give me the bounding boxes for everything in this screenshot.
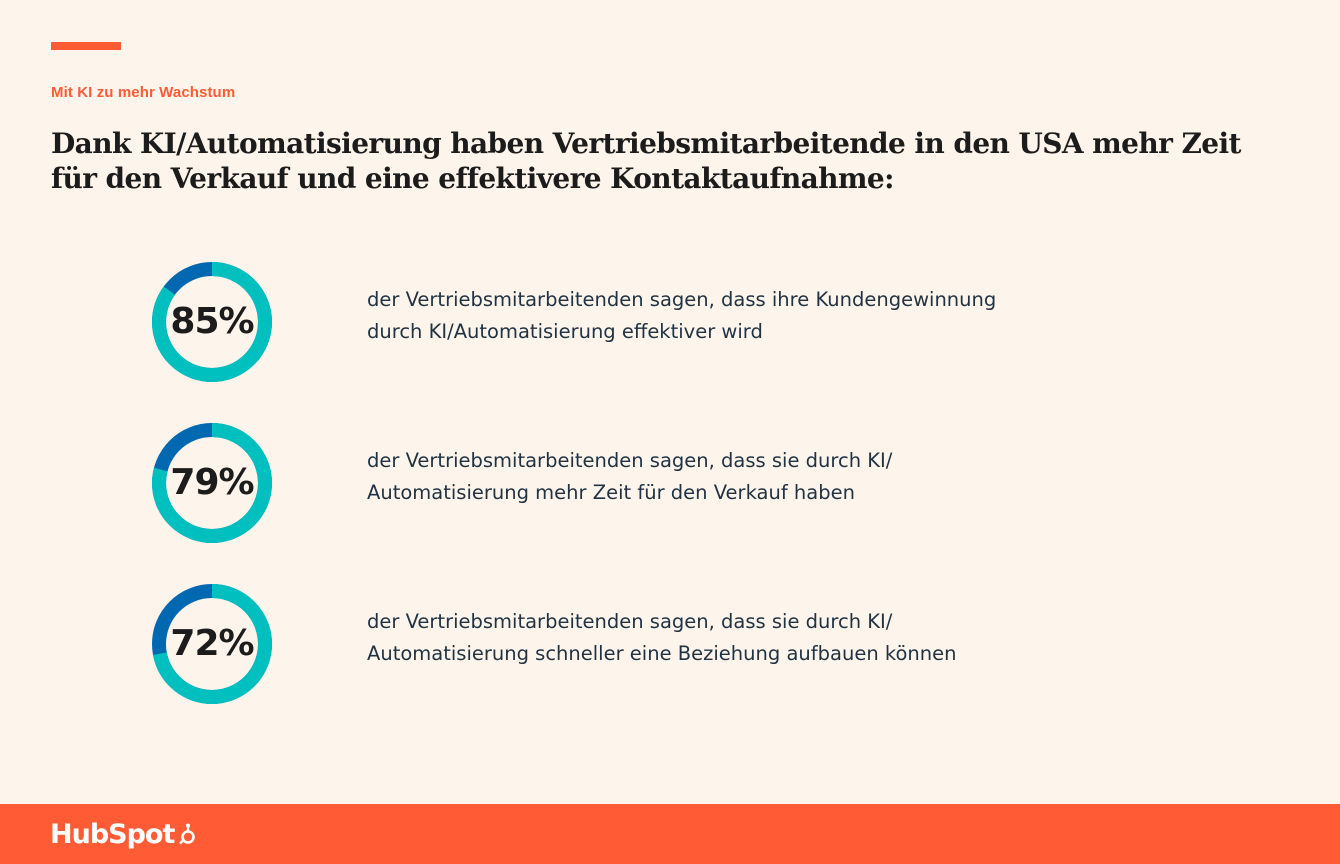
hubspot-logo[interactable] bbox=[50, 818, 198, 850]
donut-chart bbox=[148, 419, 276, 547]
stat-row bbox=[148, 258, 1148, 386]
accent-bar bbox=[51, 42, 121, 50]
donut-chart bbox=[148, 580, 276, 708]
page-title: Dank KI/Automatisierung haben Vertriebsmitarbeitende in den USA mehr Zeit für den Verkauf und eine effektivere Kontaktaufnahme: bbox=[51, 127, 1241, 195]
donut-value-label: 85% bbox=[170, 301, 254, 342]
stat-description: der Vertriebsmitarbeitenden sagen, dass sie durch KI/ Automatisierung schneller eine Beziehung aufbauen können bbox=[367, 610, 957, 665]
donut-chart bbox=[148, 258, 276, 386]
stat-row bbox=[148, 419, 1148, 547]
hubspot-logo-text: HubSpot bbox=[50, 818, 175, 850]
stat-description: der Vertriebsmitarbeitenden sagen, dass sie durch KI/ Automatisierung mehr Zeit für den Verkauf haben bbox=[367, 449, 893, 504]
hubspot-sprocket-icon bbox=[178, 823, 198, 845]
stat-row bbox=[148, 580, 1148, 708]
donut-value-label: 79% bbox=[170, 462, 254, 503]
stat-description: der Vertriebsmitarbeitenden sagen, dass ihre Kundengewinnung durch KI/Automatisierung effektiver wird bbox=[367, 288, 997, 343]
donut-value-label: 72% bbox=[170, 623, 254, 664]
footer-bar bbox=[0, 804, 1340, 864]
eyebrow-label: Mit KI zu mehr Wachstum bbox=[51, 84, 236, 101]
